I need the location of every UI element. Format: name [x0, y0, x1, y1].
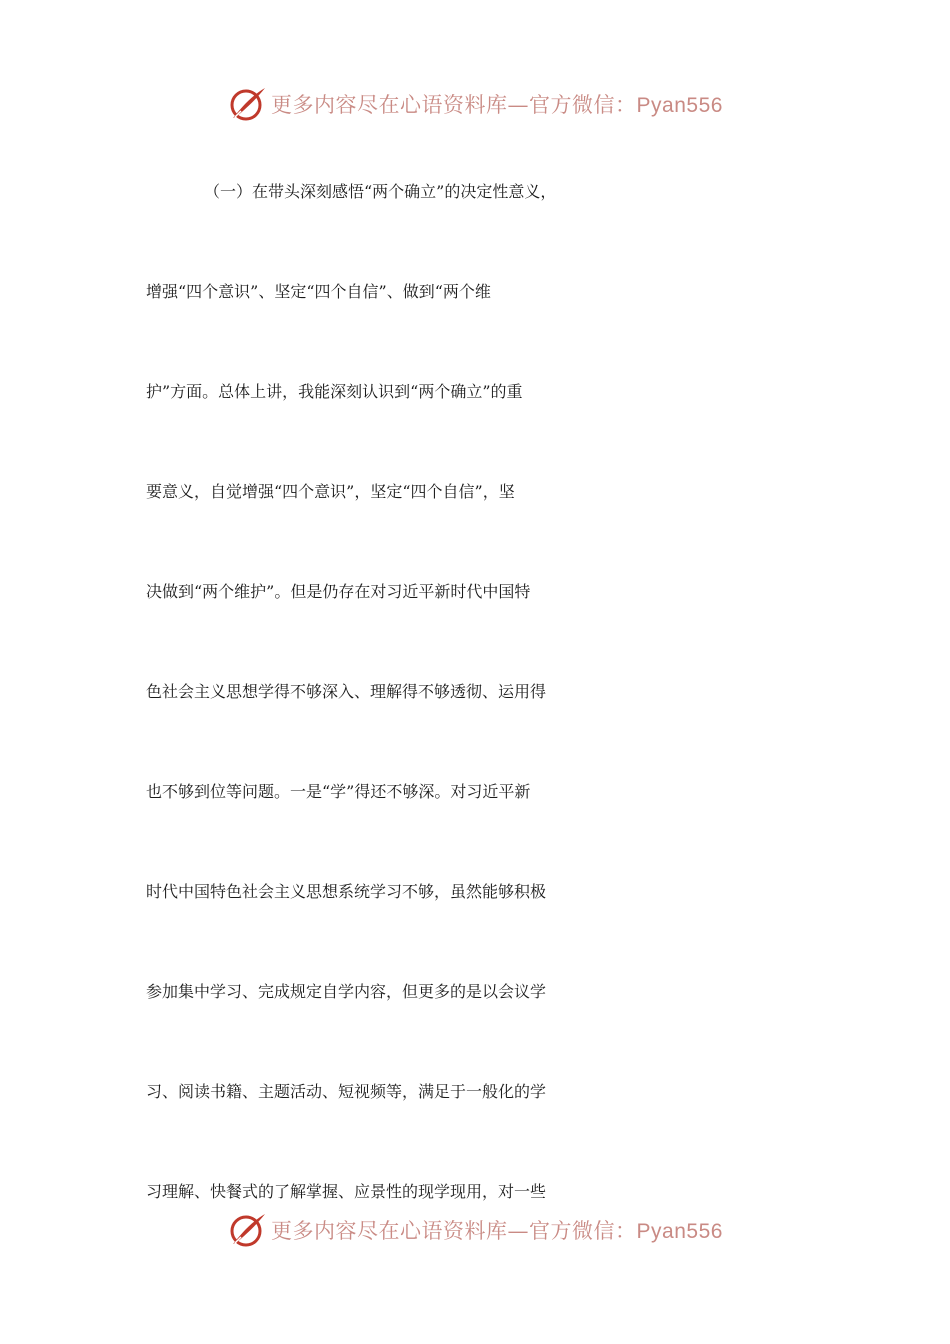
header-banner [0, 82, 950, 126]
banner-wechat-id: Pyan556 [636, 1220, 723, 1243]
paragraph-line: 决做到“两个维护”。但是仍存在对习近平新时代中国特 [146, 582, 531, 601]
banner-wechat-id: Pyan556 [636, 94, 723, 117]
paragraph-line: 习理解、快餐式的了解掌握、应景性的现学现用，对一些 [146, 1182, 547, 1201]
banner-wechat-label: 官方微信： [529, 1219, 637, 1243]
paragraph-line: 参加集中学习、完成规定自学内容，但更多的是以会议学 [146, 982, 547, 1001]
banner-brand: 更多内容尽在心语资料库 [271, 93, 508, 117]
paragraph-line: 要意义，自觉增强“四个意识”，坚定“四个自信”，坚 [146, 482, 515, 501]
banner-dash: — [507, 1219, 530, 1243]
paragraph-line: 时代中国特色社会主义思想系统学习不够，虽然能够积极 [146, 882, 547, 901]
footer-banner [0, 1208, 950, 1252]
banner-brand: 更多内容尽在心语资料库 [271, 1219, 508, 1243]
document-body [146, 142, 786, 1242]
banner-text [271, 1215, 723, 1245]
quill-logo-icon [227, 84, 267, 124]
quill-logo-icon [227, 1210, 267, 1250]
paragraph-line: 增强“四个意识”、坚定“四个自信”、做到“两个维 [146, 282, 491, 301]
paragraph-line: 护”方面。总体上讲，我能深刻认识到“两个确立”的重 [146, 382, 523, 401]
paragraph-line: 色社会主义思想学得不够深入、理解得不够透彻、运用得 [146, 682, 547, 701]
banner-wechat-label: 官方微信： [529, 93, 637, 117]
paragraph-line: 也不够到位等问题。一是“学”得还不够深。对习近平新 [146, 782, 531, 801]
banner-text [271, 89, 723, 119]
paragraph-line: （一）在带头深刻感悟“两个确立”的决定性意义， [204, 182, 557, 201]
paragraph-line: 习、阅读书籍、主题活动、短视频等，满足于一般化的学 [146, 1082, 547, 1101]
banner-dash: — [507, 93, 530, 117]
